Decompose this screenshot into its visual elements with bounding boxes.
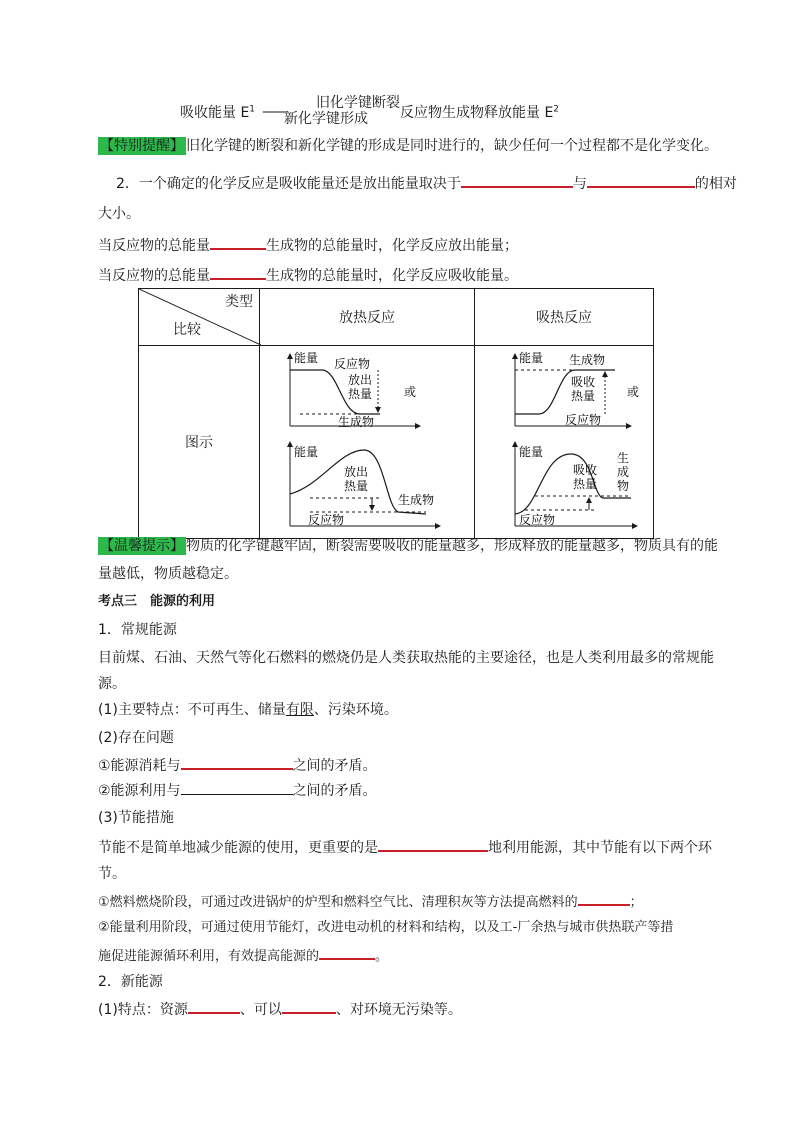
blank-release[interactable] [210,234,266,250]
step2-text-b: 施促进能源循环利用，有效提高能源的 [98,949,320,964]
point2-text-b: 与 [572,176,587,192]
step1-text-b: ； [629,895,643,910]
endothermic-diagrams [475,346,654,539]
row-label-diagram: 图示 [139,346,260,539]
endo2-product-1: 生 [617,451,630,465]
exo2-reactant-label: 反应物 [308,513,345,527]
endothermic-graph-svg [475,346,653,534]
conventional-heading: 1．常规能源 [98,622,177,638]
blank-2[interactable] [587,172,695,188]
conventional-para1: 目前煤、石油、天然气等化石燃料的燃烧仍是人类获取热能的主要途径，也是人类利用最多的常规能 [98,650,714,666]
feature-underlined: 有限 [285,702,314,718]
new-energy-feature [98,998,462,1020]
blank-step2[interactable] [319,944,375,960]
measures-text-b: 地利用能源，其中节能有以下两个环 [488,840,712,856]
step1-text-a: ①燃料燃烧阶段，可通过改进锅炉的炉型和燃料空气比、清理积灰等方法提高燃料的 [98,895,578,910]
equation-right: 反应物生成物释放能量 $E^2$ [400,104,560,121]
measures-text-a: 节能不是简单地减少能源的使用，更重要的是 [98,840,378,856]
absorb-line [98,264,518,286]
blank-new2[interactable] [282,998,336,1014]
endo-graph-1 [515,350,639,427]
step2-text-c: 。 [375,949,389,964]
conventional-para2: 源。 [98,676,126,692]
feature-text-a: (1)主要特点：不可再生、储量 [98,702,286,718]
exo1-energy-label: 能量 [294,351,319,365]
release-line [98,234,518,256]
blank-step1[interactable] [578,890,630,906]
measures-line2: 节。 [98,866,126,882]
absorb-text-a: 当反应物的总能量 [98,268,210,284]
blank-problem1[interactable] [181,754,293,770]
exo2-product-label: 生成物 [398,493,435,507]
header-type: 类型 [225,294,253,310]
measures-heading: (3)节能措施 [98,810,174,826]
new-feature-text-a: (1)特点：资源 [98,1002,188,1018]
exo-graph-2 [290,442,440,527]
exo1-release-1: 放出 [348,373,373,387]
new-feature-text-c: 、对环境无污染等。 [335,1002,462,1018]
release-text-b: 生成物的总能量时，化学反应放出能量； [266,238,518,254]
exo-graph-1 [290,350,420,429]
blank-1[interactable] [461,172,573,188]
equation-bottom: 新化学键形成 [284,111,368,127]
comparison-table [138,288,654,539]
problem2-line [98,780,377,801]
absorb-text-b: 生成物的总能量时，化学反应吸收能量。 [266,268,518,284]
equation-arrow: —— [262,104,286,120]
endo1-or-label: 或 [627,385,640,399]
exo2-energy-label: 能量 [294,445,319,459]
feature-line [98,700,398,720]
equation-top: 旧化学键断裂 [316,95,400,111]
new-feature-text-b: 、可以 [239,1002,282,1018]
problem2-text-a: ②能源利用与 [98,783,181,799]
endo2-product-3: 物 [617,479,630,493]
feature-text-b: 、污染环境。 [313,702,398,718]
endo-graph-2 [515,442,637,527]
point2-line1 [116,172,737,194]
exothermic-graph-svg [260,346,474,534]
new-energy-heading: 2．新能源 [98,974,163,990]
problem-heading: (2)存在问题 [98,730,174,746]
blank-measures[interactable] [378,836,488,852]
header-endothermic: 吸热反应 [475,289,654,346]
point2-text-a: 2．一个确定的化学反应是吸收能量还是放出能量取决于 [116,176,461,192]
equation-left: 吸收能量 $E^1$ [180,104,256,121]
header-compare: 比较 [173,322,201,338]
bond-energy-equation [180,92,600,126]
blank-absorb[interactable] [210,264,266,280]
problem1-text-b: 之间的矛盾。 [292,758,377,774]
exothermic-diagrams [260,346,475,539]
exo1-or-label: 或 [404,385,417,399]
blank-new1[interactable] [188,998,240,1014]
endo2-product-2: 成 [617,465,630,479]
measures-line1 [98,836,712,858]
endo2-energy-label: 能量 [519,445,544,459]
special-note [98,136,718,156]
exo1-product-label: 生成物 [338,415,375,429]
exo1-reactant-label: 反应物 [334,357,371,371]
blank-problem2[interactable] [181,780,293,795]
problem1-line [98,754,377,776]
warm-tip-tag: 【温馨提示】 [100,538,184,554]
step1-line [98,890,643,913]
endo2-reactant-label: 反应物 [519,513,556,527]
point2-line2: 大小。 [98,206,140,222]
endo1-energy-label: 能量 [519,351,544,365]
warm-tip-line1 [98,536,718,556]
endo2-absorb-2: 热量 [573,477,598,491]
endo1-absorb-2: 热量 [571,389,596,403]
special-note-tag: 【特别提醒】 [100,138,184,154]
exo2-release-1: 放出 [344,465,369,479]
point2-text-c: 的相对 [694,176,737,192]
endo1-product-label: 生成物 [569,353,606,367]
endo1-absorb-1: 吸收 [571,375,596,389]
endo2-absorb-1: 吸收 [573,463,598,477]
table-header-diagonal [139,289,260,346]
exo2-release-2: 热量 [344,479,369,493]
problem1-text-a: ①能源消耗与 [98,758,181,774]
exo1-release-2: 热量 [348,387,373,401]
section3-title: 考点三 能源的利用 [98,594,216,609]
endo1-reactant-label: 反应物 [565,413,602,427]
step2-line2 [98,944,388,967]
warm-tip-text1: 物质的化学键越牢固，断裂需要吸收的能量越多，形成释放的能量越多，物质具有的能 [186,538,718,554]
step2-line1: ②能量利用阶段，可通过使用节能灯，改进电动机的材料和结构，以及工-厂余热与城市供热联产等措 [98,920,674,935]
header-exothermic: 放热反应 [260,289,475,346]
release-text-a: 当反应物的总能量 [98,238,210,254]
problem2-text-b: 之间的矛盾。 [292,783,377,799]
warm-tip-line2: 量越低，物质越稳定。 [98,566,238,582]
special-note-text: 旧化学键的断裂和新化学键的形成是同时进行的，缺少任何一个过程都不是化学变化。 [186,138,718,154]
